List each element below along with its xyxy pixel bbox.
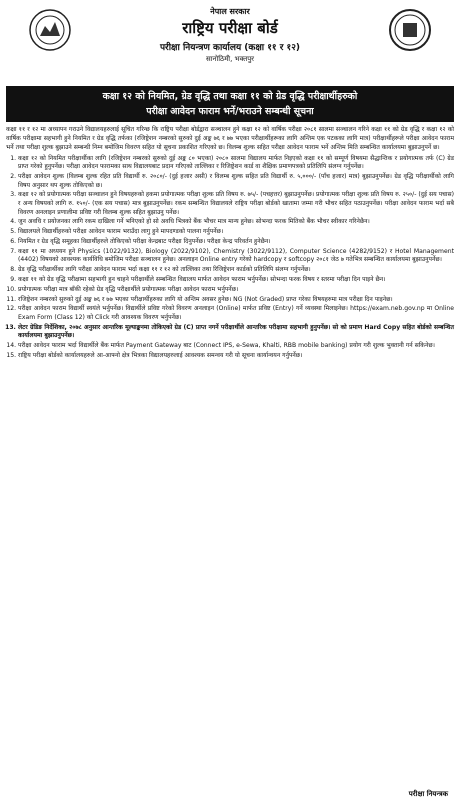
list-item: 14. परीक्षा आवेदन फाराम भर्दा विद्यार्थीले बैंक मार्फत Payment Gateway बाट (Connect IPS, e-Sewa, Khalti, RBB mobile banking) प्रयोग गरी शुल्क भुक्तानी गर्न सकिनेछ। (18, 342, 454, 351)
list-item: 9. कक्षा ११ को ग्रेड वृद्धि परीक्षामा सहभागी हुन चाहने परीक्षार्थीले सम्बन्धित विद्यालय मार्फत आवेदन फाराम भर्नुपर्नेछ। सोभन्दा फरक विषय र स्तरमा परीक्षा दिन पाइने छैन। (18, 276, 454, 285)
office-address: सानोठिमी, भक्तपुर (205, 55, 255, 63)
list-item: 2. परीक्षा आवेदन शुल्क (विलम्ब शुल्क रहित प्रति विद्यार्थी रु. २०८०/- (दुई हजार असी) र विलम्ब शुल्क सहित प्रति विद्यार्थी रु. ५,०००/- (पाँच हजार) मात्र) बुझाउनुपर्नेछ। ग्रेड वृद्धि परीक्षार्थीको लागि विषय अनुसार थप शुल्क तोकिएको छ। (18, 173, 454, 190)
banner-line-1: कक्षा १२ को नियमित, ग्रेड वृद्धि तथा कक्षा ११ को ग्रेड वृद्धि परीक्षार्थीहरुको (102, 91, 358, 102)
list-item: 8. ग्रेड वृद्धि परीक्षार्थीका लागि परीक्षा आवेदन फाराम भर्दा कक्षा ११ र १२ को ताल्लिका तथा रिजिष्ट्रेशन कार्डको प्रतिलिपि संलग्न गर्नुपर्नेछ। (18, 266, 454, 275)
list-item: 12. परीक्षा आवेदन फाराम विद्यार्थी स्वयंले भर्नुपर्नेछ। विद्यार्थीले प्रविष्ट गरेको विवरण अनलाइन (Online) मार्फत प्रविष्ट (Entry) गर्ने व्यवस्था मिलाइनेछ। https://exam.neb.gov.np मा Online Exam Form (Class 12) को Click गरी आवश्यक विवरण भर्नुपर्नेछ। (18, 305, 454, 322)
nepal-emblem-icon (28, 8, 72, 52)
list-item: 6. नियमित र ग्रेड वृद्धि समूहका विद्यार्थीहरुले तोकिएको परीक्षा केन्द्रबाट परीक्षा दिनुपर्नेछ। परीक्षा केन्द्र परिवर्तन हुनेछैन। (18, 238, 454, 247)
list-item: 5. विद्यालयले विद्यार्थीहरुको परीक्षा आवेदन फाराम भराउँदा लागु हुने मापदण्डको पालना गर्नुपर्नेछ। (18, 228, 454, 237)
list-item: 11. रजिष्ट्रेशन नम्बरको सुरुको दुई अङ्क ७६ र ७७ भएका परीक्षार्थीहरुका लागि यो अन्तिम अवसर हुनेछ। NG (Not Graded) प्राप्त गरेका विषयहरुमा मात्र परीक्षा दिन पाइनेछ। (18, 296, 454, 305)
list-item: 10. प्रयोगात्मक परीक्षा मात्र बाँकी रहेको ग्रेड वृद्धि परीक्षार्थीले प्रयोगात्मक परीक्षा आवेदन फाराम भर्नुपर्नेछ। (18, 286, 454, 295)
notice-items-list (6, 155, 454, 361)
list-item: 15. राष्ट्रिय परीक्षा बोर्डको कार्यालयहरुले आ-आफ्नो क्षेत्र भित्रका विद्यालयहरुलाई आवश्यक समन्वय गरी यो सूचना कार्यान्वयन गर्नुपर्नेछ। (18, 352, 454, 361)
list-item: 1. कक्षा १२ को नियमित परीक्षार्थीका लागि (रजिष्ट्रेशन नम्बरको सुरुको दुई अङ्क ८० भएका) २०८० सालमा विद्यालय मार्फत निइएको कक्षा ११ को सम्पूर्ण विषयमा सैद्धान्तिक र प्रयोगात्मक तर्फ (C) ग्रेड प्राप्त गरेको हुनुपर्नेछ। परीक्षा आवेदन फारामका साथ विद्यालयबाट प्रदान गरिएको ताल्लिका र रिजिष्ट्रेशन कार्ड वा शैक्षिक प्रमाणपत्रको प्रतिलिपि संलग्न गर्नुपर्नेछ। (18, 155, 454, 172)
neb-logo-icon (388, 8, 432, 52)
list-item: 4. जुन अवधि र प्रयोजनका लागि रकम दाखिला गर्ने भनिएको हो सो अवधि भित्रको बैंक भौचर मात्र मान्य हुनेछ। सोभन्दा फरक मितिको बैंक भौचर स्वीकार गरिनेछैन। (18, 218, 454, 227)
list-item: 13. लेटर ग्रेडिङ निर्देशिका, २०७८ अनुसार आन्तरिक मूल्याङ्कनमा तोकिएको ग्रेड (C) प्राप्त नगर्ने परीक्षार्थीले आन्तरिक परीक्षामा सहभागी हुनुपर्नेछ। सो को प्रमाण Hard Copy सहित बोर्डको सम्बन्धित कार्यालयमा बुझाउनुपर्नेछ। (18, 324, 454, 341)
list-item: 3. कक्षा १२ को प्रयोगात्मक परीक्षा सञ्चालन हुने विषयहरुको हकमा प्रयोगात्मक परीक्षा शुल्क प्रति विषय रु. ७५/- (पचहत्तर) बुझाउनुपर्नेछ। प्रयोगात्मक परीक्षा शुल्क प्रति विषय रु. २५०/- (दुई सय पचास) र अन्य विषयको लागि रु. १५०/- (एक सय पचास) मात्र बुझाउनुपर्नेछ। रकम सम्बन्धित विद्यालयले राष्ट्रिय परीक्षा बोर्डको खातामा जम्मा गरी भौचर सहित पठाउनुपर्नेछ। परीक्षा आवेदन फाराम भर्दा सबै विवरण अनलाइन प्रणालीमा प्रविष्ट गरी विलम्ब शुल्क सहित बुझाउनु पर्नेछ। (18, 191, 454, 217)
signature-label: परीक्षा नियन्त्रक (408, 790, 448, 798)
notice-title-banner (6, 86, 454, 122)
office-name: परीक्षा नियन्त्रण कार्यालय (कक्षा ११ र १२) (159, 43, 301, 53)
banner-line-2: परीक्षा आवेदन फाराम भर्ने/भराउने सम्बन्धी सूचना (146, 106, 314, 117)
list-item: 7. कक्षा ११ मा अध्ययन हुने Physics (1022/9132), Biology (2022/9102), Chemistry (3022/9112), Computer Science (4282/9152) र Hotel Management (4402) विषयको आवश्यक कार्यविधि बमोजिम परीक्षा सञ्चालन हुनेछ। अनलाइन Online entry गरेको hardcopy र softcopy २०८१ जेठ ७ गतेभित्र सम्बन्धित कार्यालयमा बुझाउनुपर्नेछ। (18, 248, 454, 265)
intro-paragraph: कक्षा ११ र १२ मा अध्यापन गराउने विद्यालयहरुलाई सूचित गरिन्छ कि राष्ट्रिय परीक्षा बोर्डद्वारा सञ्चालन हुने कक्षा १२ को वार्षिक परीक्षा २०८१ सालमा सञ्चालन गरिने कक्षा ११ को ग्रेड वृद्धि र कक्षा १२ को वार्षिक परीक्षामा सहभागी हुने नियमित र ग्रेड वृद्धि तर्फका (रजिष्ट्रेशन नम्बरको सुरुको दुई अङ्क ७६ र ७७ भएका परीक्षार्थीहरूका लागि अन्तिम एक पटकका लागि मात्र) परीक्षार्थीहरूले परीक्षा आवेदन फाराम भर्ने तथा परीक्षा शुल्क बुझाउने सम्बन्धी निम्न बमोजिम विवरण सहित यो सूचना प्रकाशित गरिएको छ। विलम्ब शुल्क सहित परीक्षा आवेदन फाराम भर्ने अन्तिम मिति सम्बन्धित कार्यालयमा बुझाउनुपर्ने छ। (6, 126, 454, 151)
government-name: नेपाल सरकार (210, 7, 250, 16)
board-name: राष्ट्रिय परीक्षा बोर्ड (182, 19, 278, 37)
notice-header (6, 4, 454, 84)
